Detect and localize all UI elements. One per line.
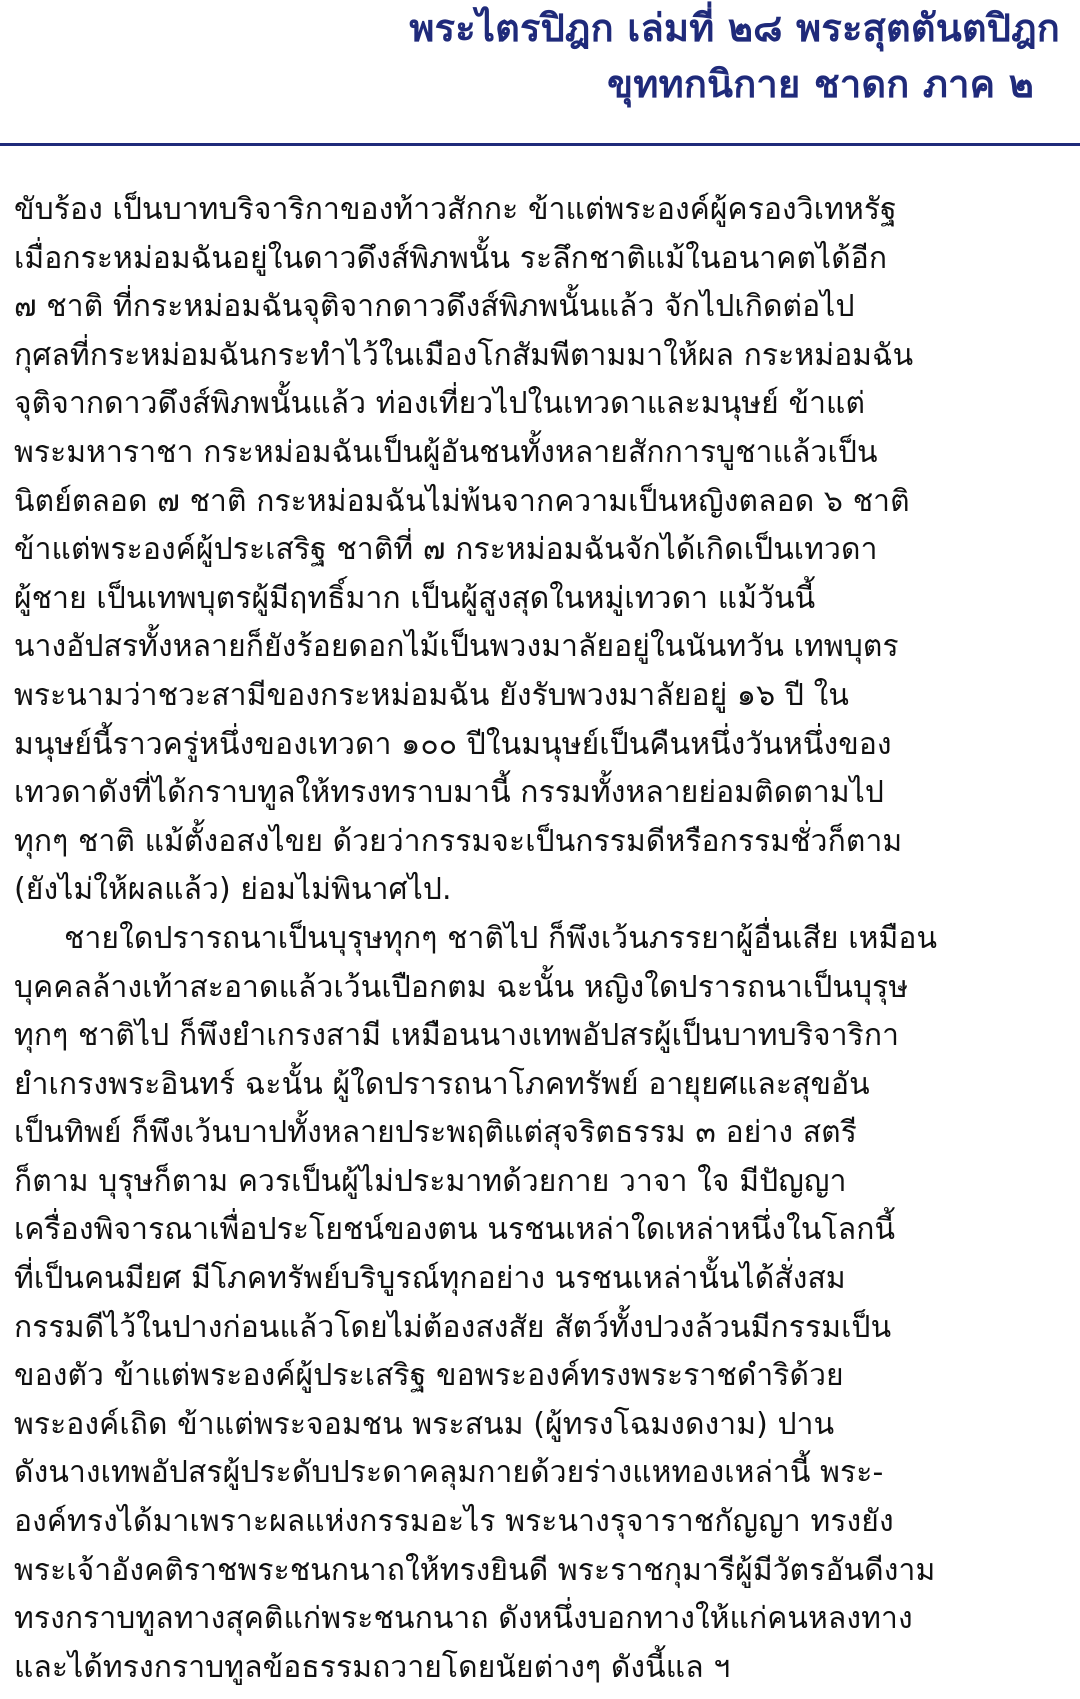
text-line: ชายใดปรารถนาเป็นบุรุษทุกๆ ชาติไป ก็พึงเว้นภรรยาผู้อื่นเสีย เหมือน <box>64 920 938 956</box>
text-line: มนุษย์นี้ราวครู่หนึ่งของเทวดา ๑๐๐ ปีในมนุษย์เป็นคืนหนึ่งวันหนึ่งของ <box>14 726 892 762</box>
text-line: (ยังไม่ให้ผลแล้ว) ย่อมไม่พินาศไป. <box>14 872 452 908</box>
text-line: เครื่องพิจารณาเพื่อประโยชน์ของตน นรชนเหล่าใดเหล่าหนึ่งในโลกนี้ <box>14 1212 896 1248</box>
text-line: ของตัว ข้าแต่พระองค์ผู้ประเสริฐ ขอพระองค์ทรงพระราชดำริด้วย <box>14 1358 844 1394</box>
text-line: ข้าแต่พระองค์ผู้ประเสริฐ ชาติที่ ๗ กระหม่อมฉันจักได้เกิดเป็นเทวดา <box>14 532 878 568</box>
header-subtitle: ขุททกนิกาย ชาดก ภาค ๒ <box>607 62 1034 106</box>
header-title: พระไตรปิฎก เล่มที่ ๒๘ พระสุตตันตปิฎก <box>409 6 1060 50</box>
text-line: ทุกๆ ชาติ แม้ตั้งอสงไขย ด้วยว่ากรรมจะเป็นกรรมดีหรือกรรมชั่วก็ตาม <box>14 823 903 859</box>
text-line: กรรมดีไว้ในปางก่อนแล้วโดยไม่ต้องสงสัย สัตว์ทั้งปวงล้วนมีกรรมเป็น <box>14 1309 892 1345</box>
text-line: บุคคลล้างเท้าสะอาดแล้วเว้นเปือกตม ฉะนั้น หญิงใดปรารถนาเป็นบุรุษ <box>14 969 909 1005</box>
text-line: พระเจ้าอังคติราชพระชนกนาถให้ทรงยินดี พระราชกุมารีผู้มีวัตรอันดีงาม <box>14 1552 936 1588</box>
text-line: กุศลที่กระหม่อมฉันกระทำไว้ในเมืองโกสัมพีตามมาให้ผล กระหม่อมฉัน <box>14 337 914 373</box>
text-line: พระนามว่าชวะสามีของกระหม่อมฉัน ยังรับพวงมาลัยอยู่ ๑๖ ปี ใน <box>14 677 849 713</box>
text-line: และได้ทรงกราบทูลข้อธรรมถวายโดยนัยต่างๆ ดังนี้แล ฯ <box>14 1649 731 1685</box>
text-line: ก็ตาม บุรุษก็ตาม ควรเป็นผู้ไม่ประมาทด้วยกาย วาจา ใจ มีปัญญา <box>14 1163 847 1199</box>
document-body <box>14 186 1074 1692</box>
text-line: ผู้ชาย เป็นเทพบุตรผู้มีฤทธิ์มาก เป็นผู้สูงสุดในหมู่เทวดา แม้วันนี้ <box>14 580 816 616</box>
text-line: ดังนางเทพอัปสรผู้ประดับประดาคลุมกายด้วยร่างแหทองเหล่านี้ พระ- <box>14 1455 884 1491</box>
paragraph <box>14 915 1074 1693</box>
text-line: องค์ทรงได้มาเพราะผลแห่งกรรมอะไร พระนางรุจาราชกัญญา ทรงยัง <box>14 1504 894 1540</box>
text-line: นางอัปสรทั้งหลายก็ยังร้อยดอกไม้เป็นพวงมาลัยอยู่ในนันทวัน เทพบุตร <box>14 629 899 665</box>
text-line: จุติจากดาวดึงส์พิภพนั้นแล้ว ท่องเที่ยวไปในเทวดาและมนุษย์ ข้าแต่ <box>14 386 866 422</box>
text-line: ทุกๆ ชาติไป ก็พึงยำเกรงสามี เหมือนนางเทพอัปสรผู้เป็นบาทบริจาริกา <box>14 1018 900 1054</box>
paragraph <box>14 186 1074 915</box>
text-line: ที่เป็นคนมียศ มีโภคทรัพย์บริบูรณ์ทุกอย่าง นรชนเหล่านั้นได้สั่งสม <box>14 1261 846 1297</box>
text-line: พระมหาราชา กระหม่อมฉันเป็นผู้อันชนทั้งหลายสักการบูชาแล้วเป็น <box>14 434 878 470</box>
text-line: ยำเกรงพระอินทร์ ฉะนั้น ผู้ใดปรารถนาโภคทรัพย์ อายุยศและสุขอัน <box>14 1066 870 1102</box>
text-line: พระองค์เถิด ข้าแต่พระจอมชน พระสนม (ผู้ทรงโฉมงดงาม) ปาน <box>14 1406 835 1442</box>
text-line: เป็นทิพย์ ก็พึงเว้นบาปทั้งหลายประพฤติแต่สุจริตธรรม ๓ อย่าง สตรี <box>14 1115 857 1151</box>
page-header <box>0 0 1080 146</box>
text-line: เทวดาดังที่ได้กราบทูลให้ทรงทราบมานี้ กรรมทั้งหลายย่อมติดตามไป <box>14 775 885 811</box>
text-line: นิตย์ตลอด ๗ ชาติ กระหม่อมฉันไม่พ้นจากความเป็นหญิงตลอด ๖ ชาติ <box>14 483 910 519</box>
text-line: ทรงกราบทูลทางสุคติแก่พระชนกนาถ ดังหนึ่งบอกทางให้แก่คนหลงทาง <box>14 1601 913 1637</box>
text-line: เมื่อกระหม่อมฉันอยู่ในดาวดึงส์พิภพนั้น ระลึกชาติแม้ในอนาคตได้อีก <box>14 240 888 276</box>
text-line: ๗ ชาติ ที่กระหม่อมฉันจุติจากดาวดึงส์พิภพนั้นแล้ว จักไปเกิดต่อไป <box>14 289 855 325</box>
text-line: ขับร้อง เป็นบาทบริจาริกาของท้าวสักกะ ข้าแต่พระองค์ผู้ครองวิเทหรัฐ <box>14 192 897 227</box>
